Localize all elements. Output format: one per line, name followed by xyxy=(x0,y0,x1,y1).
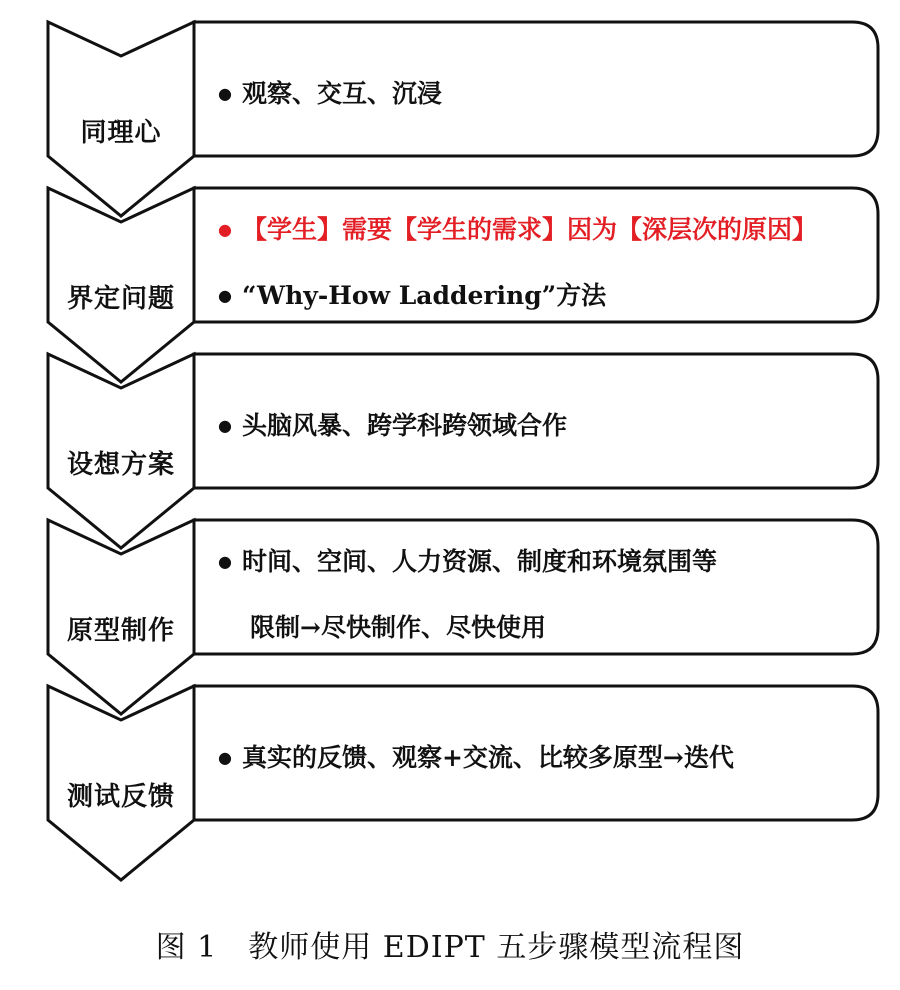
bullet-text: 观察、交互、沉浸 xyxy=(241,79,442,108)
bullet-dot: ● xyxy=(218,748,232,767)
step-3-line-1 xyxy=(218,406,567,442)
step-label-4: 原型制作 xyxy=(66,616,175,646)
bullet-text: 时间、空间、人力资源、制度和环境氛围等 xyxy=(241,547,717,576)
bullet-text: 头脑风暴、跨学科跨领域合作 xyxy=(241,411,567,440)
step-1-line-1 xyxy=(218,74,442,110)
step-label-1: 同理心 xyxy=(80,118,162,148)
bullet-text: “Why-How Laddering”方法 xyxy=(241,281,607,310)
figure-caption: 图 1 教师使用 EDIPT 五步骤模型流程图 xyxy=(155,930,745,965)
bullet-text: 真实的反馈、观察+交流、比较多原型→迭代 xyxy=(241,743,734,772)
bullet-dot: ● xyxy=(218,416,232,435)
bullet-text: 【学生】需要【学生的需求】因为【深层次的原因】 xyxy=(241,215,817,244)
step-2-line-2 xyxy=(218,276,606,312)
step-4-line-1 xyxy=(218,542,717,578)
step-5-line-1 xyxy=(218,738,734,774)
step-4-line-2 xyxy=(250,608,546,644)
step-2-line-1 xyxy=(218,210,817,246)
step-label-2: 界定问题 xyxy=(66,284,175,314)
step-label-3: 设想方案 xyxy=(66,450,175,480)
bullet-text: 限制→尽快制作、尽快使用 xyxy=(250,613,546,642)
bullet-dot: ● xyxy=(218,84,232,103)
bullet-dot: ● xyxy=(218,220,232,239)
bullet-dot: ● xyxy=(218,286,232,305)
bullet-dot: ● xyxy=(218,552,232,571)
step-label-5: 测试反馈 xyxy=(66,782,175,812)
